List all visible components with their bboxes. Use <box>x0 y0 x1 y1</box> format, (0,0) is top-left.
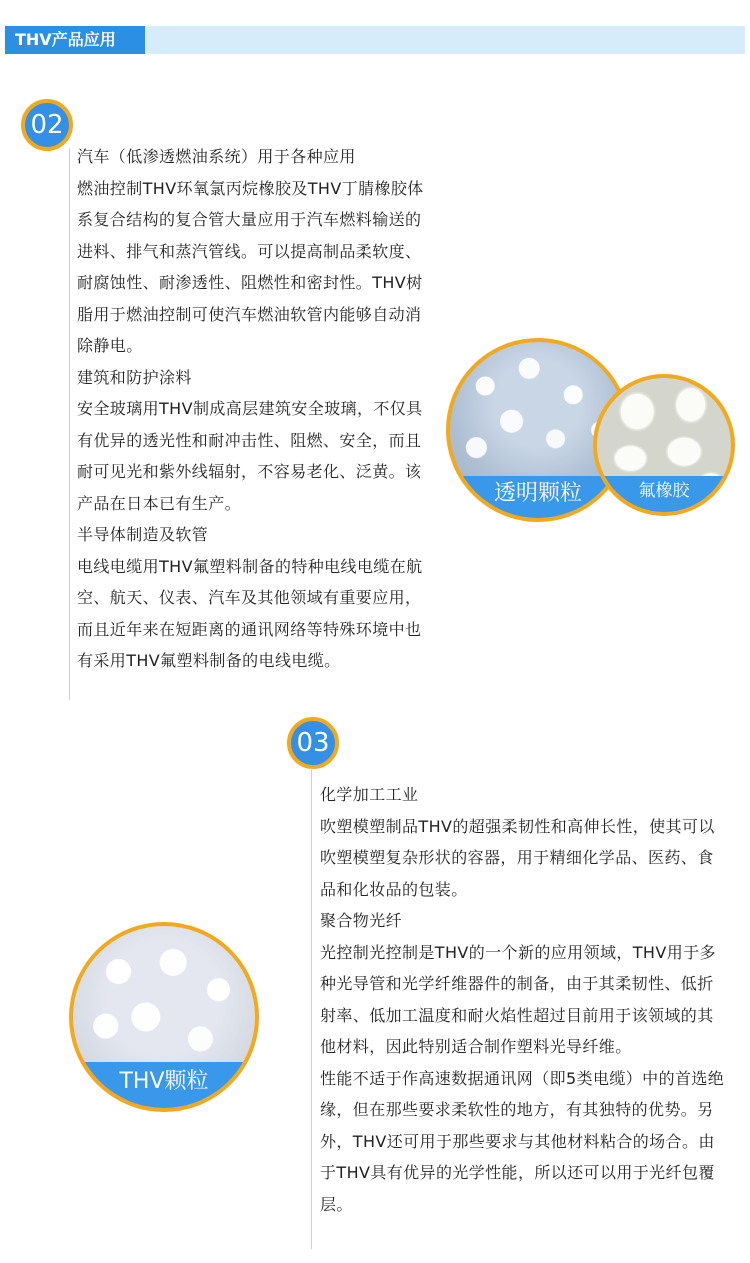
thv-pellets-image <box>69 922 259 1112</box>
fluororubber-label: 氟橡胶 <box>597 476 731 512</box>
heading-semiconductor: 半导体制造及软管 <box>77 525 209 544</box>
divider-line <box>69 148 70 700</box>
thv-pellets-label: THV颗粒 <box>73 1062 255 1108</box>
fluororubber-image <box>593 374 735 516</box>
section-number-badge: 03 <box>287 717 339 769</box>
section-03-text <box>320 779 725 1220</box>
heading-chemical: 化学加工工业 <box>320 785 419 804</box>
paragraph-safety-glass: 安全玻璃用THV制成高层建筑安全玻璃，不仅具有优异的透光性和耐冲击性、阻燃、安全，而且耐可见光和紫外线辐射，不容易老化、泛黄。该产品在日本已有生产。 <box>77 399 423 513</box>
divider-line <box>311 768 312 1249</box>
paragraph-wire-cable: 电线电缆用THV氟塑料制备的特种电线电缆在航空、航天、仪表、汽车及其他领域有重要应用，而且近年来在短距离的通讯网络等特殊环境中也有采用THV氟塑料制备的电线电缆。 <box>77 556 423 670</box>
heading-construction: 建筑和防护涂料 <box>77 367 192 387</box>
section-number-badge: 02 <box>21 99 73 151</box>
paragraph-blow-molding: 吹塑模塑制品THV的超强柔韧性和高伸长性，使其可以吹塑模塑复杂形状的容器，用于精细化学品、医药、食品和化妆品的包装。 <box>320 816 715 899</box>
paragraph-light-control: 光控制光控制是THV的一个新的应用领域，THV用于多种光导管和光学纤维器件的制备，由于其柔韧性、低折射率、低加工温度和耐火焰性超过目前用于该领域的其他材料，因此特别适合制作塑料光导纤维。 <box>320 942 716 1056</box>
heading-optical-fiber: 聚合物光纤 <box>320 911 403 930</box>
clear-pellets-label: 透明颗粒 <box>450 476 626 518</box>
section-02-text <box>77 141 427 677</box>
paragraph-performance: 性能不适于作高速数据通讯网（即5类电缆）中的首选绝缘，但在那些要求柔软性的地方，有其独特的优势。另外，THV还可用于那些要求与其他材料粘合的场合。由于THV具有优异的光学性能，所以还可以用于光纤包覆层。 <box>320 1068 725 1214</box>
paragraph-fuel-control: 燃油控制THV环氧氯丙烷橡胶及THV丁腈橡胶体系复合结构的复合管大量应用于汽车燃料输送的进料、排气和蒸汽管线。可以提高制品柔软度、耐腐蚀性、耐渗透性、阻燃性和密封性。THV树脂用于燃油控制可使汽车燃油软管内能够自动消除静电。 <box>77 178 424 355</box>
section-title: THV产品应用 <box>5 26 145 54</box>
heading-automotive: 汽车（低渗透燃油系统）用于各种应用 <box>77 147 356 166</box>
